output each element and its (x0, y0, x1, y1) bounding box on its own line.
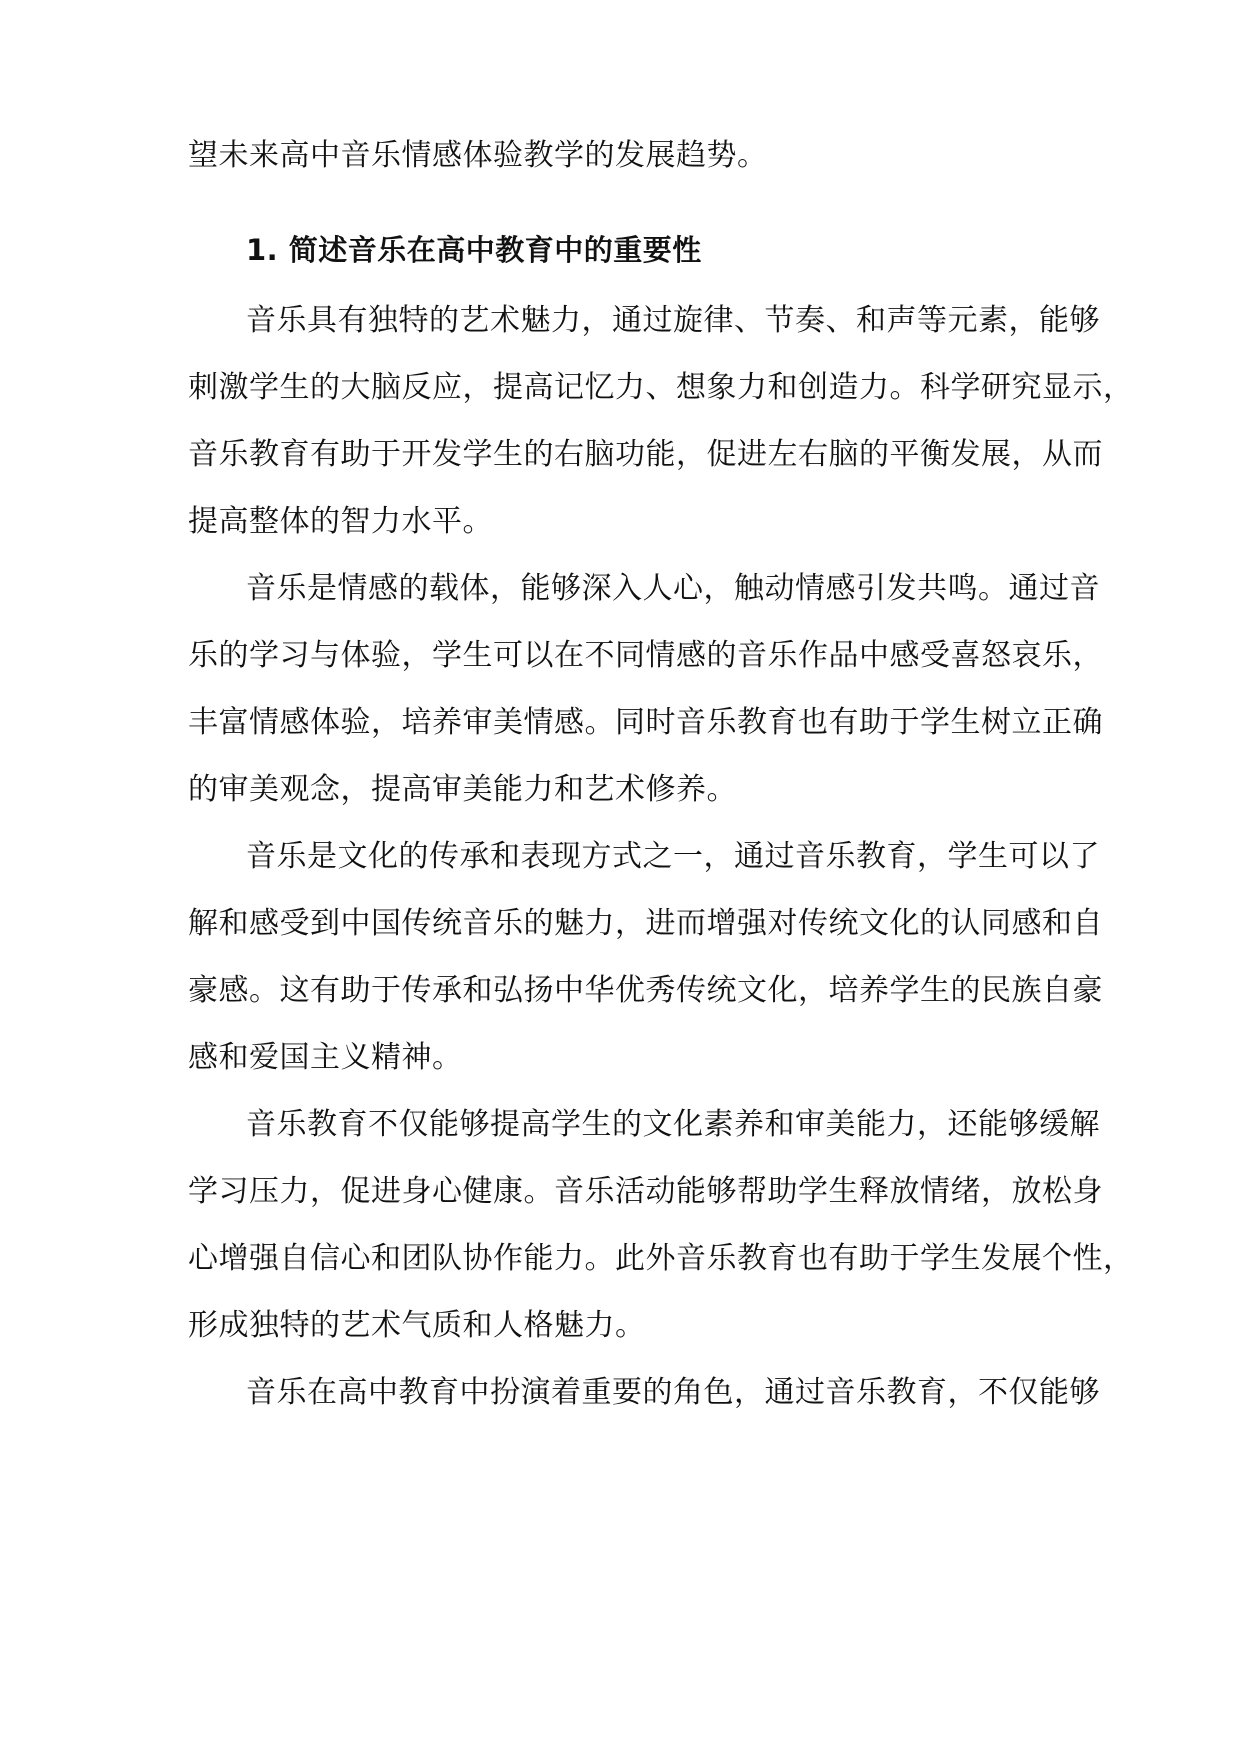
paragraph-line: 音乐教育不仅能够提高学生的文化素养和审美能力，还能够缓解 (246, 1107, 1100, 1142)
paragraph-line: 形成独特的艺术气质和人格魅力。 (188, 1308, 646, 1343)
paragraph-line: 解和感受到中国传统音乐的魅力，进而增强对传统文化的认同感和自 (188, 906, 1103, 941)
paragraph-line: 感和爱国主义精神。 (188, 1040, 463, 1075)
paragraph-line: 音乐具有独特的艺术魅力，通过旋律、节奏、和声等元素，能够 (246, 303, 1100, 338)
paragraph-line: 乐的学习与体验，学生可以在不同情感的音乐作品中感受喜怒哀乐， (188, 638, 1103, 673)
paragraph-line: 丰富情感体验，培养审美情感。同时音乐教育也有助于学生树立正确 (188, 705, 1103, 740)
paragraph-line: 心增强自信心和团队协作能力。此外音乐教育也有助于学生发展个性， (188, 1241, 1134, 1276)
paragraph-line: 音乐教育有助于开发学生的右脑功能，促进左右脑的平衡发展，从而 (188, 437, 1103, 472)
paragraph-line: 提高整体的智力水平。 (188, 504, 493, 539)
paragraph-line: 音乐在高中教育中扮演着重要的角色，通过音乐教育，不仅能够 (246, 1375, 1100, 1410)
paragraph-line: 学习压力，促进身心健康。音乐活动能够帮助学生释放情绪，放松身 (188, 1174, 1103, 1209)
paragraph-line: 刺激学生的大脑反应，提高记忆力、想象力和创造力。科学研究显示， (188, 370, 1134, 405)
paragraph-line: 音乐是文化的传承和表现方式之一，通过音乐教育，学生可以了 (246, 839, 1100, 874)
section-heading: 1. 简述音乐在高中教育中的重要性 (246, 233, 702, 267)
paragraph-line: 音乐是情感的载体，能够深入人心，触动情感引发共鸣。通过音 (246, 571, 1100, 606)
paragraph-line: 的审美观念，提高审美能力和艺术修养。 (188, 772, 737, 807)
paragraph-line: 望未来高中音乐情感体验教学的发展趋势。 (188, 138, 768, 173)
paragraph-line: 豪感。这有助于传承和弘扬中华优秀传统文化，培养学生的民族自豪 (188, 973, 1103, 1008)
